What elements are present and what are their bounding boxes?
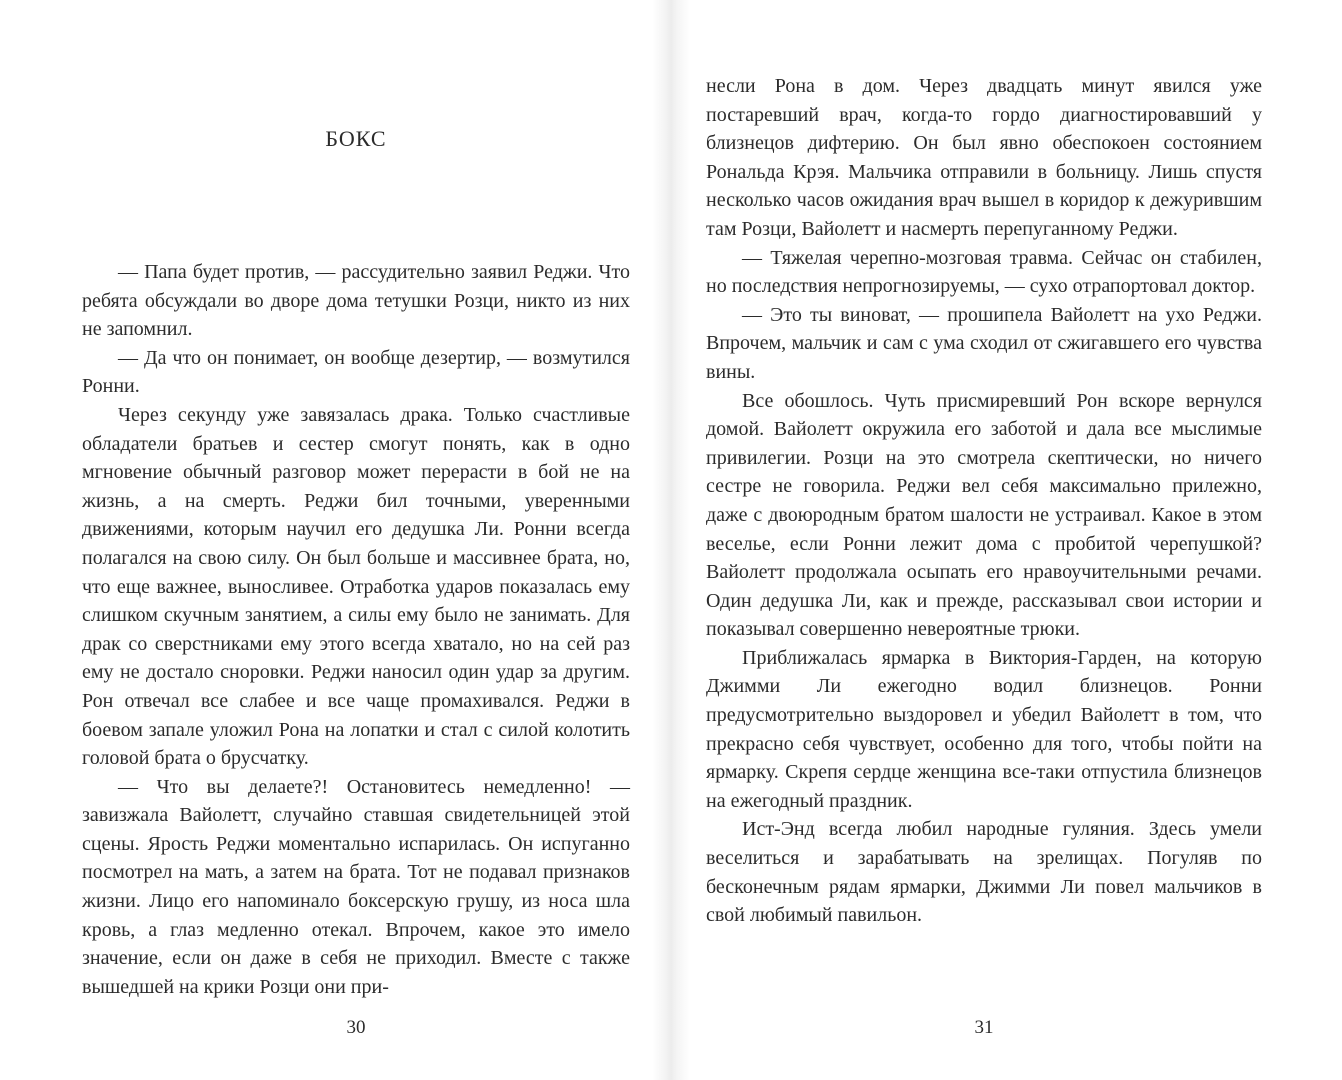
- paragraph: — Папа будет против, — рассудительно заявил Реджи. Что ребята обсуждали во дворе дома тетушки Розци, никто из них не запомнил.: [82, 261, 630, 341]
- paragraph: Все обошлось. Чуть присмиревший Рон вскоре вернулся домой. Вайолетт окружила его заботой и дала все мыслимые привилегии. Розци на это смотрела скептически, но ничего сестре не говорила. Реджи вел себя максимально прилежно, даже с двоюродным братом шалости не устраивал. Какое в этом веселье, если Ронни лежит дома с пробитой черепушкой? Вайолетт продолжала осыпать его нравоучительными речами. Один дедушка Ли, как и прежде, рассказывал свои истории и показывал совершенно невероятные трюки.: [706, 389, 1262, 641]
- paragraph: Ист-Энд всегда любил народные гуляния. Здесь умели веселиться и зарабатывать на зрелищах. Погуляв по бесконечным рядам ярмарки, Джимми Ли повел мальчиков в свой любимый павильон.: [706, 818, 1262, 927]
- paragraph: Через секунду уже завязалась драка. Только счастливые обладатели братьев и сестер смогут понять, как в одно мгновение обычный разговор может перерасти в бой не на жизнь, а на смерть. Реджи бил точными, уверенными движениями, которым научил его дедушка Ли. Ронни всегда полагался на свою силу. Он был больше и массивнее брата, но, что еще важнее, выносливее. Отработка ударов показалась ему слишком скучным занятием, а силы ему было не занимать. Для драк со сверстниками ему этого всегда хватало, но на сей раз ему не достало сноровки. Реджи наносил один удар за другим. Рон отвечал все слабее и все чаще промахивался. Реджи в боевом запале уложил Рона на лопатки и стал с силой колотить головой брата о брусчатку.: [82, 403, 630, 770]
- page-number: 30: [346, 1017, 366, 1038]
- paragraph: — Тяжелая черепно-мозговая травма. Сейчас он стабилен, но последствия непрогнозируемы, — сухо отрапортовал доктор.: [706, 246, 1262, 298]
- right-page-body: [706, 72, 1262, 930]
- paragraph: — Что вы делаете?! Остановитесь немедленно! — завизжала Вайолетт, случайно ставшая свидетельницей этой сцены. Ярость Реджи моментально испарилась. Он испуганно посмотрел на мать, а затем на брата. Тот не подавал признаков жизни. Лицо его напоминало боксерскую грушу, из носа шла кровь, а глаз медленно отекал. Впрочем, какое это имело значение, если он даже в себя не приходил. Вместе с также вышедшей на крики Розци они при-: [82, 775, 630, 998]
- page-number: 31: [974, 1017, 994, 1038]
- chapter-title: БОКС: [325, 126, 387, 151]
- paragraph-continuation: несли Рона в дом. Через двадцать минут явился уже постаревший врач, когда-то гордо диагностировавший у близнецов дифтерию. Он был явно обеспокоен состоянием Рональда Крэя. Мальчика отправили в больницу. Лишь спустя несколько часов ожидания врач вышел в коридор к дежурившим там Розци, Вайолетт и насмерть перепуганному Реджи.: [706, 75, 1262, 240]
- left-page-body: [82, 258, 630, 1001]
- left-page: [82, 0, 630, 1080]
- paragraph: Приближалась ярмарка в Виктория-Гарден, на которую Джимми Ли ежегодно водил близнецов. Ронни предусмотрительно выздоровел и убедил Вайолетт в том, что прекрасно себя чувствует, особенно для того, чтобы пойти на ярмарку. Скрепя сердце женщина все-таки отпустила близнецов на ежегодный праздник.: [706, 646, 1262, 812]
- right-page: [706, 0, 1262, 1080]
- paragraph: — Да что он понимает, он вообще дезертир, — возмутился Ронни.: [82, 346, 630, 398]
- paragraph: — Это ты виноват, — прошипела Вайолетт на ухо Реджи. Впрочем, мальчик и сам с ума сходил от сжигавшего его чувства вины.: [706, 303, 1262, 383]
